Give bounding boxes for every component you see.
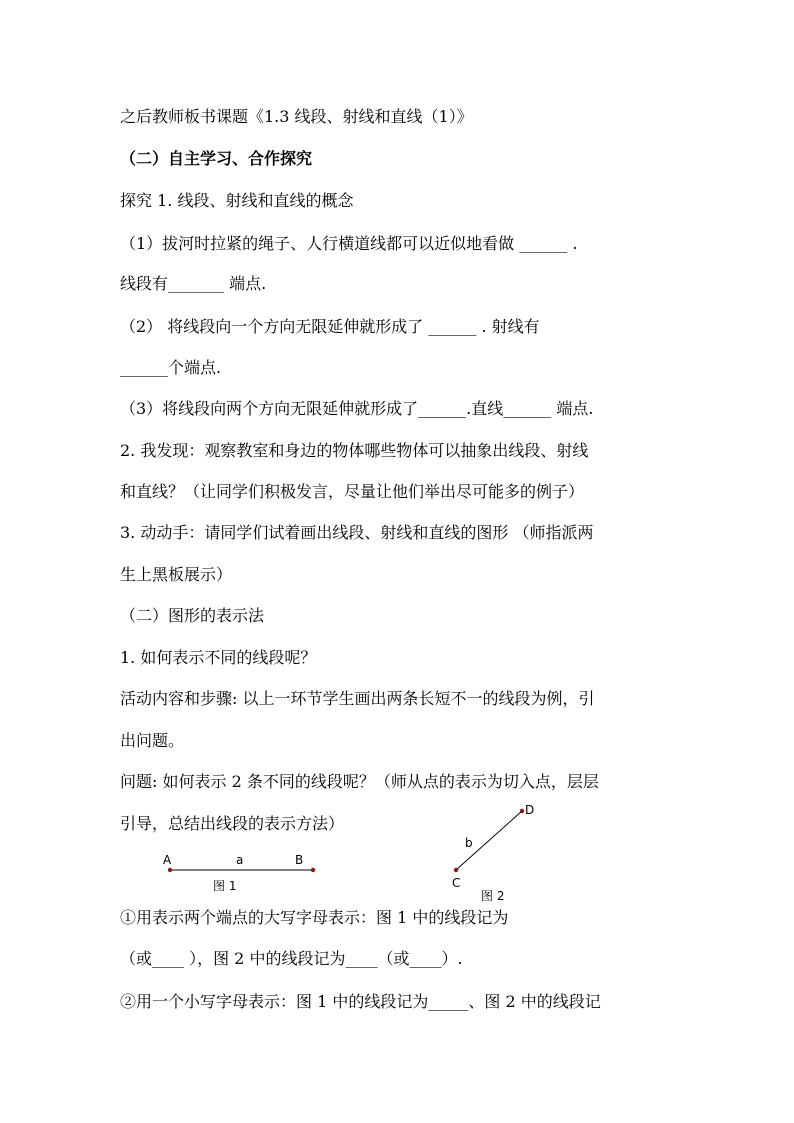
text-line-15: 活动内容和步骤: 以上一环节学生画出两条长短不一的线段为例，引 bbox=[120, 689, 595, 708]
point-c-dot bbox=[454, 868, 458, 872]
text-line-16: 出问题。 bbox=[120, 731, 185, 750]
text-line-17: 问题: 如何表示 2 条不同的线段呢？（师从点的表示为切入点，层层 bbox=[120, 772, 599, 791]
segment-b-label: b bbox=[465, 836, 473, 850]
text-line-6: （2） 将线段向一个方向无限延伸就形成了 ______ . 射线有 bbox=[120, 317, 540, 336]
text-line-10: 和直线？（让同学们积极发言，尽量让他们举出尽可能多的例子） bbox=[120, 482, 585, 501]
text-line-19: ①用表示两个端点的大写字母表示：图 1 中的线段记为 bbox=[120, 908, 509, 927]
point-a-dot bbox=[168, 868, 172, 872]
text-line-3: 探究 1. 线段、射线和直线的概念 bbox=[120, 191, 354, 210]
text-line-7: ______个端点. bbox=[120, 358, 222, 377]
segment-a-label: a bbox=[236, 853, 244, 867]
text-line-4: （1）拔河时拉紧的绳子、人行横道线都可以近似地看做 ______ . bbox=[120, 234, 578, 253]
point-d-dot bbox=[520, 809, 524, 813]
point-b-dot bbox=[311, 868, 315, 872]
figure-2-caption: 图 2 bbox=[481, 889, 505, 903]
section-heading-self-study: （二）自主学习、合作探究 bbox=[120, 149, 313, 168]
text-line-8: （3）将线段向两个方向无限延伸就形成了______.直线______ 端点. bbox=[120, 399, 594, 418]
text-line-1: 之后教师板书课题《1.3 线段、射线和直线（1）》 bbox=[120, 107, 473, 126]
point-a-label: A bbox=[163, 853, 172, 867]
text-line-14: 1. 如何表示不同的线段呢？ bbox=[120, 648, 317, 667]
point-d-label: D bbox=[525, 803, 535, 817]
text-line-11: 3. 动动手：请同学们试着画出线段、射线和直线的图形 （师指派两 bbox=[120, 523, 594, 542]
text-line-20: （或____ ），图 2 中的线段记为____（或____）. bbox=[120, 949, 463, 968]
text-line-9: 2. 我发现：观察教室和身边的物体哪些物体可以抽象出线段、射线 bbox=[120, 441, 589, 460]
point-b-label: B bbox=[295, 853, 304, 867]
text-line-12: 生上黑板展示） bbox=[120, 565, 233, 584]
figure-1-caption: 图 1 bbox=[213, 879, 237, 893]
point-c-label: C bbox=[452, 876, 461, 890]
text-line-21: ②用一个小写字母表示：图 1 中的线段记为_____、图 2 中的线段记 bbox=[120, 992, 601, 1011]
text-line-18: 引导，总结出线段的表示方法） bbox=[120, 814, 345, 833]
section-heading-representation: （二）图形的表示法 bbox=[120, 606, 265, 625]
text-line-5: 线段有_______ 端点. bbox=[120, 274, 267, 293]
